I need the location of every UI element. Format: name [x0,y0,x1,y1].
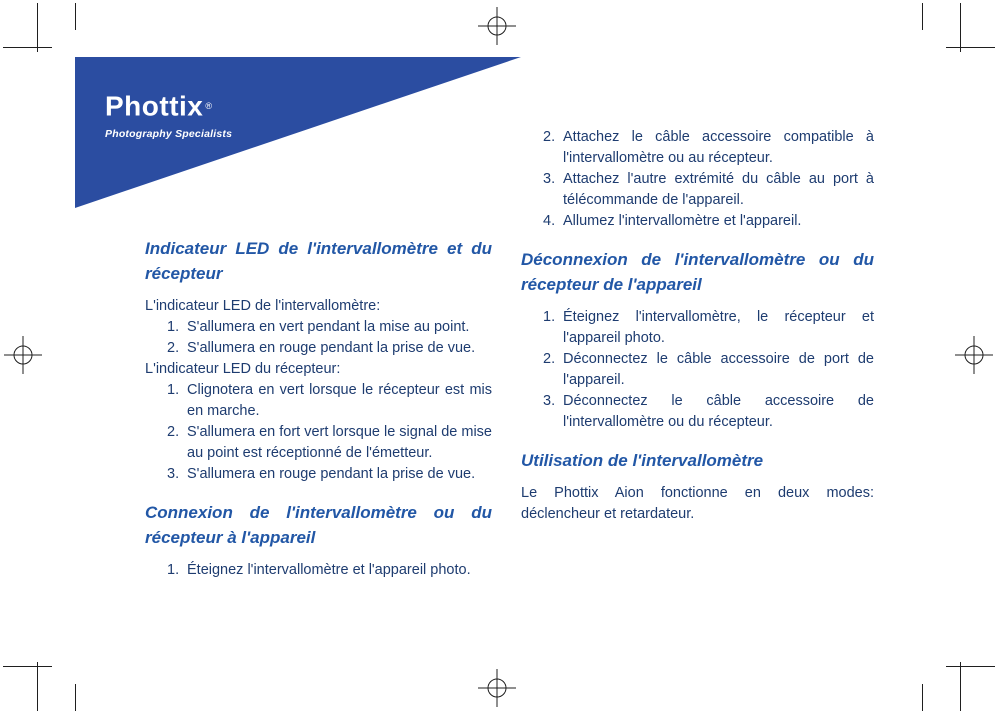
list-item-number: 2. [167,424,180,440]
heading-led-indicator: Indicateur LED de l'intervallomètre et du récepteur [145,239,492,283]
list-item-text: Éteignez l'intervallomètre, le récepteur et l'appareil photo. [563,309,874,346]
list-item [145,338,492,359]
list-item-number: 1. [167,319,180,335]
intro-intervalometer-led: L'indicateur LED de l'intervallomètre: [145,298,381,314]
brand-line [105,91,232,126]
registered-mark-symbol: ® [205,101,213,111]
registration-mark-bottom-center [478,669,516,707]
connect-list-continued [521,127,874,232]
crop-mark-top-left [3,3,76,52]
list-item [145,560,492,581]
receiver-led-list [145,380,492,485]
phottix-logo [105,91,232,140]
crop-mark-bottom-left [3,662,76,711]
disconnect-list [521,307,874,433]
list-item [521,307,874,349]
list-item-text: Déconnectez le câble accessoire de l'intervallomètre ou du récepteur. [563,393,874,430]
heading-disconnect: Déconnexion de l'intervallomètre ou du récepteur de l'appareil [521,250,874,294]
list-item-number: 3. [543,393,556,409]
list-item-number: 4. [543,213,556,229]
brand-wedge [75,57,521,208]
list-item [145,317,492,338]
intro-receiver-led: L'indicateur LED du récepteur: [145,361,341,377]
list-item-number: 1. [167,562,180,578]
list-item [521,169,874,211]
list-item-number: 1. [167,382,180,398]
list-item-number: 1. [543,309,556,325]
list-item-text: Attachez le câble accessoire compatible à l'intervallomètre ou au récepteur. [563,129,874,166]
registration-mark-left-center [4,336,42,374]
list-item-number: 3. [543,171,556,187]
intervalometer-led-list [145,317,492,359]
crop-mark-bottom-right [923,662,996,711]
list-item-number: 3. [167,466,180,482]
list-item-number: 2. [543,351,556,367]
list-item [521,211,874,232]
brand-name: Phottix [105,90,204,122]
list-item-text: Clignotera en vert lorsque le récepteur est mis en marche. [187,382,492,419]
brand-tagline: Photography Specialists [105,128,233,141]
heading-connect: Connexion de l'intervallomètre ou du récepteur à l'appareil [145,503,492,547]
list-item-text: Allumez l'intervallomètre et l'appareil. [563,213,802,229]
registration-mark-top-center [478,7,516,45]
usage-paragraph: Le Phottix Aion fonctionne en deux modes: déclencheur et retardateur. [521,485,874,522]
list-item [521,391,874,433]
list-item-text: S'allumera en vert pendant la mise au point. [187,319,470,335]
crop-mark-top-right [923,3,996,52]
list-item-text: S'allumera en rouge pendant la prise de vue. [187,466,476,482]
heading-usage: Utilisation de l'intervallomètre [521,451,764,470]
list-item-text: Éteignez l'intervallomètre et l'appareil photo. [187,562,471,578]
list-item [521,127,874,169]
list-item [145,422,492,464]
list-item [145,464,492,485]
list-item [521,349,874,391]
left-column [145,236,492,581]
list-item-number: 2. [543,129,556,145]
registration-mark-right-center [955,336,993,374]
connect-list [145,560,492,581]
list-item [145,380,492,422]
list-item-number: 2. [167,340,180,356]
list-item-text: S'allumera en fort vert lorsque le signal de mise au point est réceptionné de l'émetteur. [187,424,492,461]
list-item-text: Attachez l'autre extrémité du câble au port à télécommande de l'appareil. [563,171,874,208]
right-column [521,127,874,525]
list-item-text: S'allumera en rouge pendant la prise de vue. [187,340,476,356]
list-item-text: Déconnectez le câble accessoire de port de l'appareil. [563,351,874,388]
